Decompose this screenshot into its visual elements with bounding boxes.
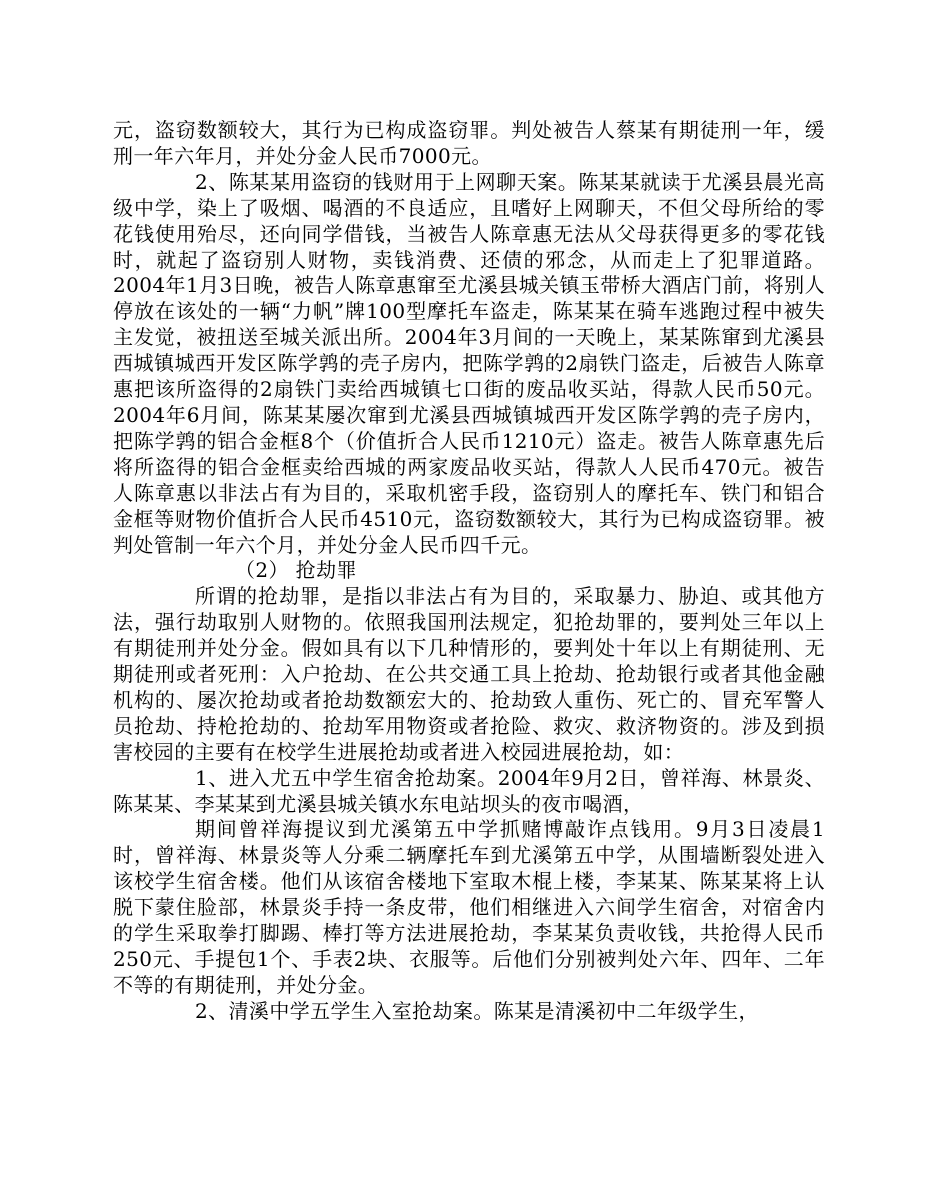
paragraph-case-dormitory-details: 期间曾祥海提议到尤溪第五中学抓赌博敲诈点钱用。9月3日凌晨1时，曾祥海、林景炎等人分乘二辆摩托车到尤溪第五中学，从围墙断裂处进入该校学生宿舍楼。他们从该宿舍楼地下室取木棍上楼，李某某、陈某某将上认脱下蒙住脸部，林景炎手持一条皮带，他们相继进入六间学生宿舍，对宿舍内的学生采取拳打脚踢、棒打等方法进展抢劫，李某某负责收钱，共抢得人民币250元、手提包1个、手表2块、衣服等。后他们分别被判处六年、四年、二年不等的有期徒刑，并处分金。 — [113, 817, 825, 997]
paragraph-continuation: 元，盗窃数额较大，其行为已构成盗窃罪。判处被告人蔡某有期徒刑一年，缓刑一年六年月，并处分金人民币7000元。 — [113, 118, 825, 168]
paragraph-robbery-definition: 所谓的抢劫罪，是指以非法占有为目的，采取暴力、胁迫、或其他方法，强行劫取别人财物的。依照我国刑法规定，犯抢劫罪的，要判处三年以上有期徒刑并处分金。假如具有以下几种情形的，要判处十年以上有期徒刑、无期徒刑或者死刑：入户抢劫、在公共交通工具上抢劫、抢劫银行或者其他金融机构的、屡次抢劫或者抢劫数额宏大的、抢劫致人重伤、死亡的、冒充军警人员抢劫、持枪抢劫的、抢劫军用物资或者抢险、救灾、救济物资的。涉及到损害校园的主要有在校学生进展抢劫或者进入校园进展抢劫，如： — [113, 584, 825, 764]
paragraph-case-chen-theft: 2、陈某某用盗窃的钱财用于上网聊天案。陈某某就读于尤溪县晨光高级中学，染上了吸烟、喝酒的不良适应，且嗜好上网聊天，不但父母所给的零花钱使用殆尽，还向同学借钱，当被告人陈章惠无法从父母获得更多的零花钱时，就起了盗窃别人财物，卖钱消费、还债的邪念，从而走上了犯罪道路。2004年1月3日晚，被告人陈章惠窜至尤溪县城关镇玉带桥大酒店门前，将别人停放在该处的一辆“力帆”牌100型摩托车盗走，陈某某在骑车逃跑过程中被失主发觉，被扭送至城关派出所。2004年3月间的一天晚上，某某陈窜到尤溪县西城镇城西开发区陈学鹑的壳子房内，把陈学鹑的2扇铁门盗走，后被告人陈章惠把该所盗得的2扇铁门卖给西城镇七口街的废品收买站，得款人民币50元。2004年6月间，陈某某屡次窜到尤溪县西城镇城西开发区陈学鹑的壳子房内，把陈学鹑的铝合金框8个（价值折合人民币1210元）盗走。被告人陈章惠先后将所盗得的铝合金框卖给西城的两家废品收买站，得款人人民币470元。被告人陈章惠以非法占有为目的，采取机密手段，盗窃别人的摩托车、铁门和铝合金框等财物价值折合人民币4510元，盗窃数额较大，其行为已构成盗窃罪。被判处管制一年六个月，并处分金人民币四千元。 — [113, 169, 825, 557]
paragraph-case-dormitory-robbery: 1、进入尤五中学生宿舍抢劫案。2004年9月2日，曾祥海、林景炎、陈某某、李某某到尤溪县城关镇水东电站坝头的夜市喝酒， — [113, 765, 825, 816]
section-heading-robbery: （2） 抢劫罪 — [235, 558, 357, 583]
document-body — [113, 118, 825, 1025]
paragraph-case-qingxi-robbery: 2、清溪中学五学生入室抢劫案。陈某是清溪初中二年级学生， — [195, 998, 759, 1023]
